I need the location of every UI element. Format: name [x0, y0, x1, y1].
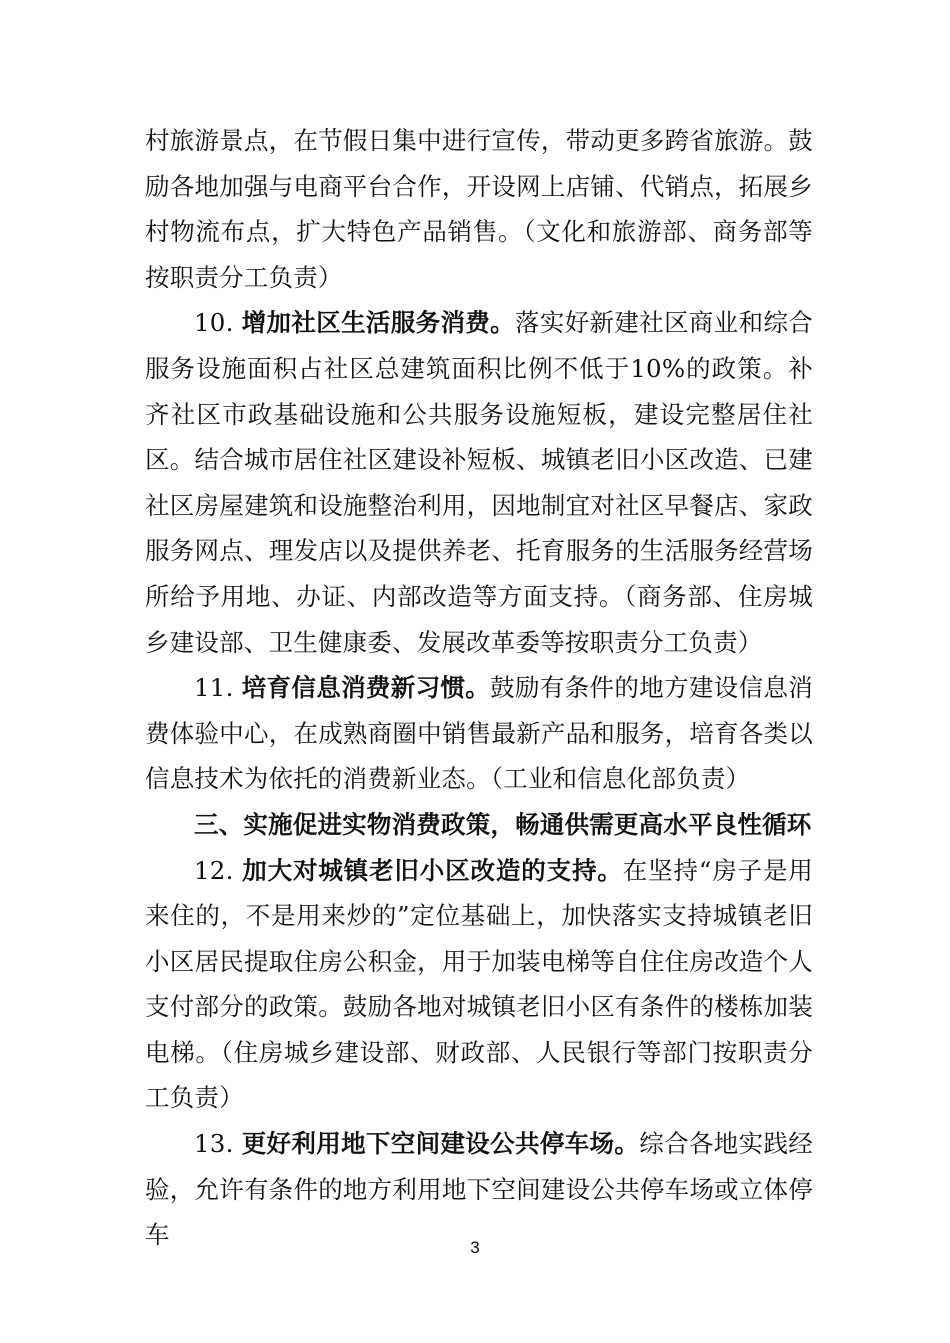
paragraph-11: [145, 665, 813, 802]
item-body: 在坚持“房子是用来住的，不是用来炒的”定位基础上，加快落实支持城镇老旧小区居民提取住房公积金，用于加装电梯等自住住房改造个人支付部分的政策。鼓励各地对城镇老旧小区有条件的楼栋加装电梯。（住房城乡建设部、财政部、人民银行等部门按职责分工负责）: [145, 855, 814, 1113]
item-lead: 更好利用地下空间建设公共停车场。: [241, 1129, 640, 1159]
paragraph-12: [145, 848, 813, 1122]
page-number: 3: [470, 1238, 480, 1257]
item-body: 落实好新建社区商业和综合服务设施面积占社区总建筑面积比例不低于10%的政策。补齐社区市政基础设施和公共服务设施短板，建设完整居住社区。结合城市居住社区建设补短板、城镇老旧小区改造、已建社区房屋建筑和设施整治利用，因地制宜对社区早餐店、家政服务网点、理发店以及提供养老、托育服务的生活服务经营场所给予用地、办证、内部改造等方面支持。（商务部、住房城乡建设部、卫生健康委、发展改革委等按职责分工负责）: [145, 308, 813, 657]
item-lead: 增加社区生活服务消费。: [241, 308, 515, 338]
item-number: 12.: [194, 855, 243, 885]
item-lead: 加大对城镇老旧小区改造的支持。: [242, 855, 623, 885]
item-number: 11.: [194, 673, 242, 703]
item-lead: 培育信息消费新习惯。: [241, 673, 491, 703]
document-page: [145, 118, 813, 1258]
item-number: 13.: [194, 1129, 242, 1159]
paragraph-10: [145, 300, 813, 665]
item-number: 10.: [194, 308, 242, 338]
paragraph-9-continued: 村旅游景点，在节假日集中进行宣传，带动更多跨省旅游。鼓励各地加强与电商平台合作，开设网上店铺、代销点，拓展乡村物流布点，扩大特色产品销售。（文化和旅游部、商务部等按职责分工负责）: [145, 126, 813, 292]
section-heading: 三、实施促进实物消费政策，畅通供需更高水平良性循环: [194, 809, 812, 839]
item-body: 综合各地实践经验，允许有条件的地方利用地下空间建设公共停车场或立体停车: [145, 1129, 813, 1250]
item-body: 鼓励有条件的地方建设信息消费体验中心，在成熟商圈中销售最新产品和服务，培育各类以信息技术为依托的消费新业态。（工业和信息化部负责）: [145, 673, 813, 794]
